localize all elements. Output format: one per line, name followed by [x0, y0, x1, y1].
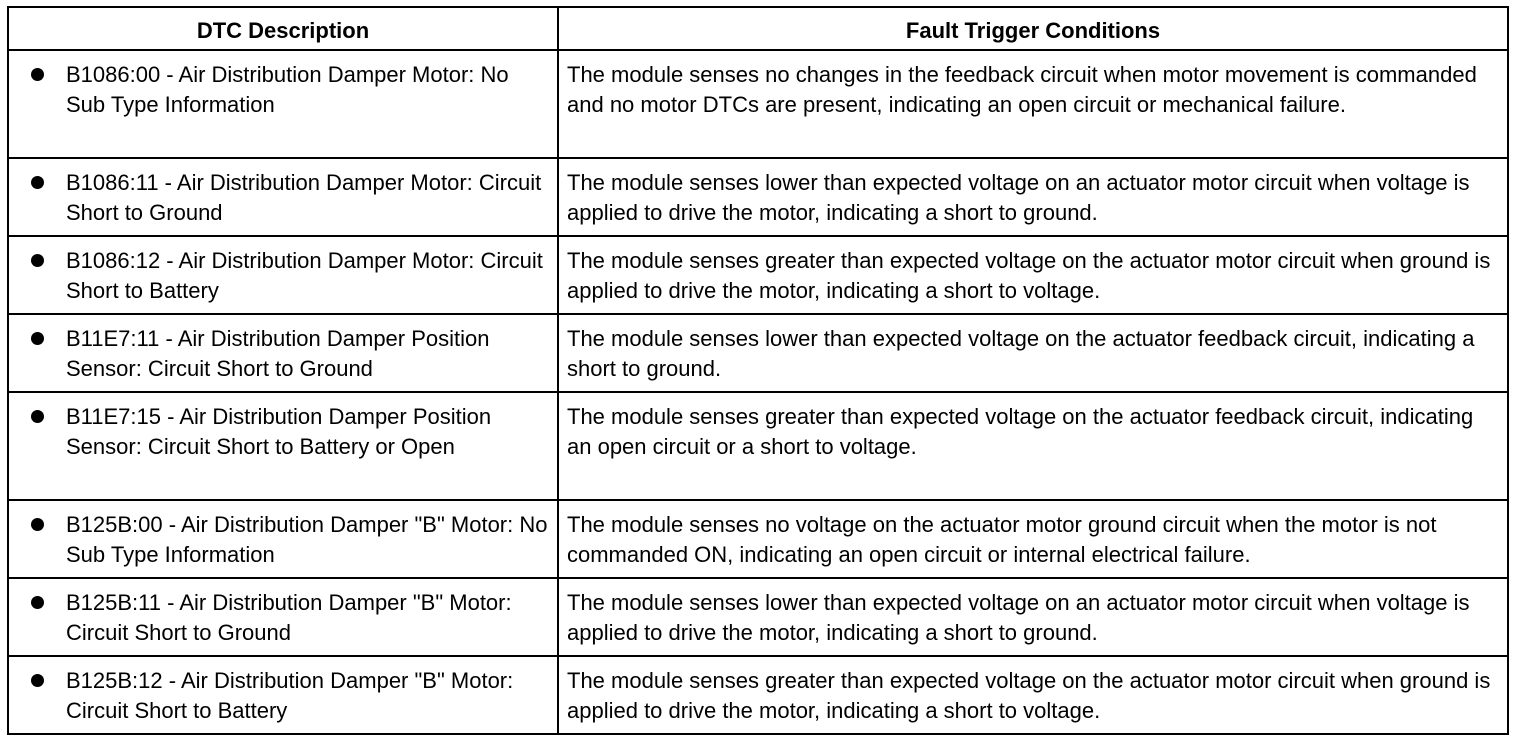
- table-row: [8, 314, 1508, 392]
- bullet-icon: [31, 176, 44, 189]
- bullet-icon: [31, 674, 44, 687]
- dtc-cell: [8, 50, 558, 158]
- table-header-row: [8, 7, 1508, 50]
- bullet-icon: [31, 254, 44, 267]
- header-fault-trigger-conditions: Fault Trigger Conditions: [558, 7, 1508, 50]
- dtc-text: B1086:11 - Air Distribution Damper Motor: Circuit Short to Ground: [66, 170, 542, 225]
- dtc-text: B125B:12 - Air Distribution Damper "B" Motor: Circuit Short to Battery: [66, 668, 514, 723]
- condition-cell: The module senses lower than expected voltage on an actuator motor circuit when voltage is applied to drive the motor, indicating a short to ground.: [558, 578, 1508, 656]
- dtc-text: B1086:00 - Air Distribution Damper Motor: No Sub Type Information: [66, 62, 509, 117]
- condition-cell: The module senses no changes in the feedback circuit when motor movement is commanded and no motor DTCs are present, indicating an open circuit or mechanical failure.: [558, 50, 1508, 158]
- dtc-cell: [8, 578, 558, 656]
- bullet-icon: [31, 518, 44, 531]
- dtc-text: B11E7:15 - Air Distribution Damper Position Sensor: Circuit Short to Battery or Open: [66, 404, 492, 459]
- dtc-table: [7, 6, 1509, 735]
- dtc-cell: [8, 314, 558, 392]
- dtc-cell: [8, 500, 558, 578]
- dtc-text: B1086:12 - Air Distribution Damper Motor: Circuit Short to Battery: [66, 248, 543, 303]
- condition-cell: The module senses lower than expected voltage on an actuator motor circuit when voltage is applied to drive the motor, indicating a short to ground.: [558, 158, 1508, 236]
- dtc-text: B125B:11 - Air Distribution Damper "B" Motor: Circuit Short to Ground: [66, 590, 512, 645]
- condition-cell: The module senses no voltage on the actuator motor ground circuit when the motor is not commanded ON, indicating an open circuit or internal electrical failure.: [558, 500, 1508, 578]
- dtc-cell: [8, 158, 558, 236]
- bullet-icon: [31, 68, 44, 81]
- dtc-table-container: [7, 6, 1509, 735]
- bullet-icon: [31, 332, 44, 345]
- dtc-text: B125B:00 - Air Distribution Damper "B" Motor: No Sub Type Information: [66, 512, 548, 567]
- table-row: [8, 578, 1508, 656]
- condition-cell: The module senses greater than expected voltage on the actuator motor circuit when ground is applied to drive the motor, indicating a short to voltage.: [558, 656, 1508, 734]
- table-row: [8, 50, 1508, 158]
- table-row: [8, 500, 1508, 578]
- condition-cell: The module senses greater than expected voltage on the actuator motor circuit when ground is applied to drive the motor, indicating a short to voltage.: [558, 236, 1508, 314]
- dtc-text: B11E7:11 - Air Distribution Damper Position Sensor: Circuit Short to Ground: [66, 326, 490, 381]
- bullet-icon: [31, 410, 44, 423]
- table-row: [8, 236, 1508, 314]
- condition-cell: The module senses greater than expected voltage on the actuator feedback circuit, indicating an open circuit or a short to voltage.: [558, 392, 1508, 500]
- table-row: [8, 158, 1508, 236]
- table-row: [8, 392, 1508, 500]
- dtc-cell: [8, 656, 558, 734]
- dtc-cell: [8, 236, 558, 314]
- table-row: [8, 656, 1508, 734]
- bullet-icon: [31, 596, 44, 609]
- dtc-cell: [8, 392, 558, 500]
- header-dtc-description: DTC Description: [8, 7, 558, 50]
- condition-cell: The module senses lower than expected voltage on the actuator feedback circuit, indicating a short to ground.: [558, 314, 1508, 392]
